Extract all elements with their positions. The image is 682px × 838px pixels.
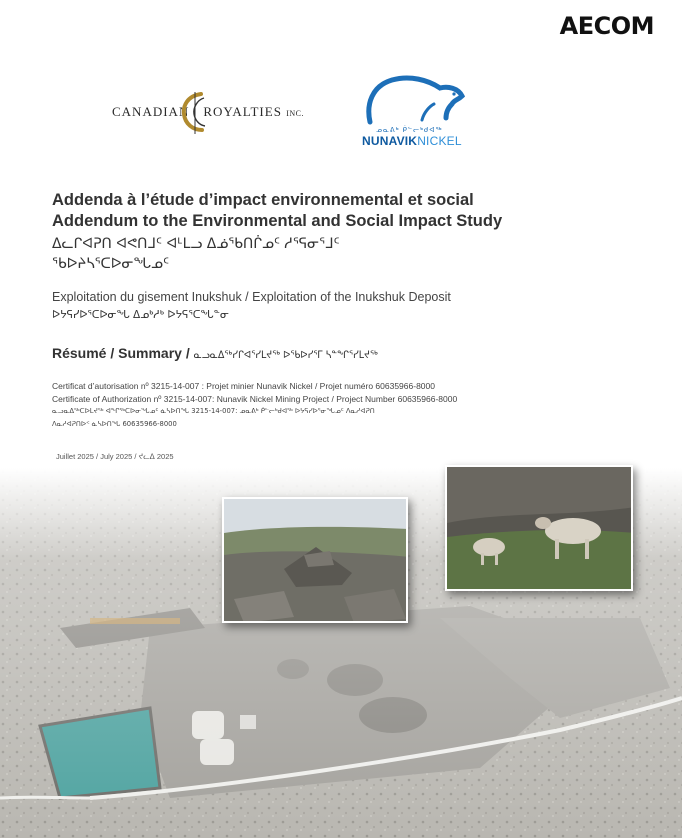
nunavik-nickel-syllabics: ᓄᓇᕕᒃ ᑮᓪᓕᒃᑯᐊᖅ <box>376 127 443 134</box>
summary-inuktitut: ᓇᓗᓇᐃᖅᓯᒋᐊᕐᓯᒪᔪᖅ ᐅᖃᐅᓯᕐᒥ ᓴᓐᖏᕐᓯᒪᔪᖅ <box>193 350 378 361</box>
canadian-royalties-logo <box>112 88 312 136</box>
nunavik-nickel-wordmark: NUNAVIKNICKEL <box>362 134 462 148</box>
polar-bear-icon <box>362 74 472 130</box>
publication-date: Juillet 2025 / July 2025 / ᔪᓚᐃ 2025 <box>56 452 174 461</box>
canadian-royalties-wordmark: CANADIAN ROYALTIES INC. <box>112 104 304 119</box>
document-title <box>52 190 652 274</box>
nunavik-nickel-logo <box>362 74 472 154</box>
certificate-inuktitut-line1: ᓇᓗᓇᐃᖅᑕᐅᒪᔪᖅ ᐊᖏᖅᑕᐅᓂᖓᓄᑦ ᓈᓴᐅᑎᖓ 3215-14-007: ᓄᓇᕕᒃ ᑮᓪᓕᒃᑯᐊᖅ ᐅᔭᕋᓯᐅᕐᓂᖓᓄᑦ ᐱᓇᓱᐊᕈᑎ <box>52 407 375 415</box>
summary-label: Résumé / Summary / <box>52 345 190 361</box>
subtitle-text: Exploitation du gisement Inukshuk / Exploitation of the Inukshuk Deposit <box>52 290 451 304</box>
certificate-english: Certificate of Authorization nº 3215-14-007: Nunavik Nickel Mining Project / Project Number 60635966-8000 <box>52 393 458 404</box>
inukshuk-photo <box>222 497 408 623</box>
caribou-photo <box>445 465 633 591</box>
summary-heading <box>52 345 662 361</box>
title-english: Addendum to the Environmental and Social Impact Study <box>52 212 503 230</box>
title-french: Addenda à l’étude d’impact environnemental et social <box>52 191 474 209</box>
certificate-inuktitut-line2: ᐱᓇᓱᐊᕈᑎᐅᑉ ᓈᓴᐅᑎᖓ 60635966-8000 <box>52 419 177 428</box>
title-inuktitut-line2: ᖃᐅᔨᓴᕐᑕᐅᓂᖓᓄᑦ <box>52 256 170 272</box>
title-inuktitut-line1: ᐃᓚᒋᐊᕈᑎ ᐊᕙᑎᒧᑦ ᐊᒻᒪᓗ ᐃᓅᖃᑎᒌᓄᑦ ᓱᕐᕋᓂᕐᒧᑦ <box>52 236 340 252</box>
subtitle-inuktitut: ᐅᔭᕋᓯᐅᕐᑕᐅᓂᖓ ᐃᓄᒃᓱᒃ ᐅᔭᕋᕐᑕᖓᓐᓂ <box>52 309 229 321</box>
certificate-french: Certificat d’autorisation nº 3215-14-007 : Projet minier Nunavik Nickel / Projet numéro 60635966-8000 <box>52 381 435 391</box>
aecom-logo: AECOM <box>559 12 654 40</box>
crown-c-emblem-icon <box>175 88 215 136</box>
document-subtitle <box>52 288 652 324</box>
certificate-info <box>52 380 662 430</box>
